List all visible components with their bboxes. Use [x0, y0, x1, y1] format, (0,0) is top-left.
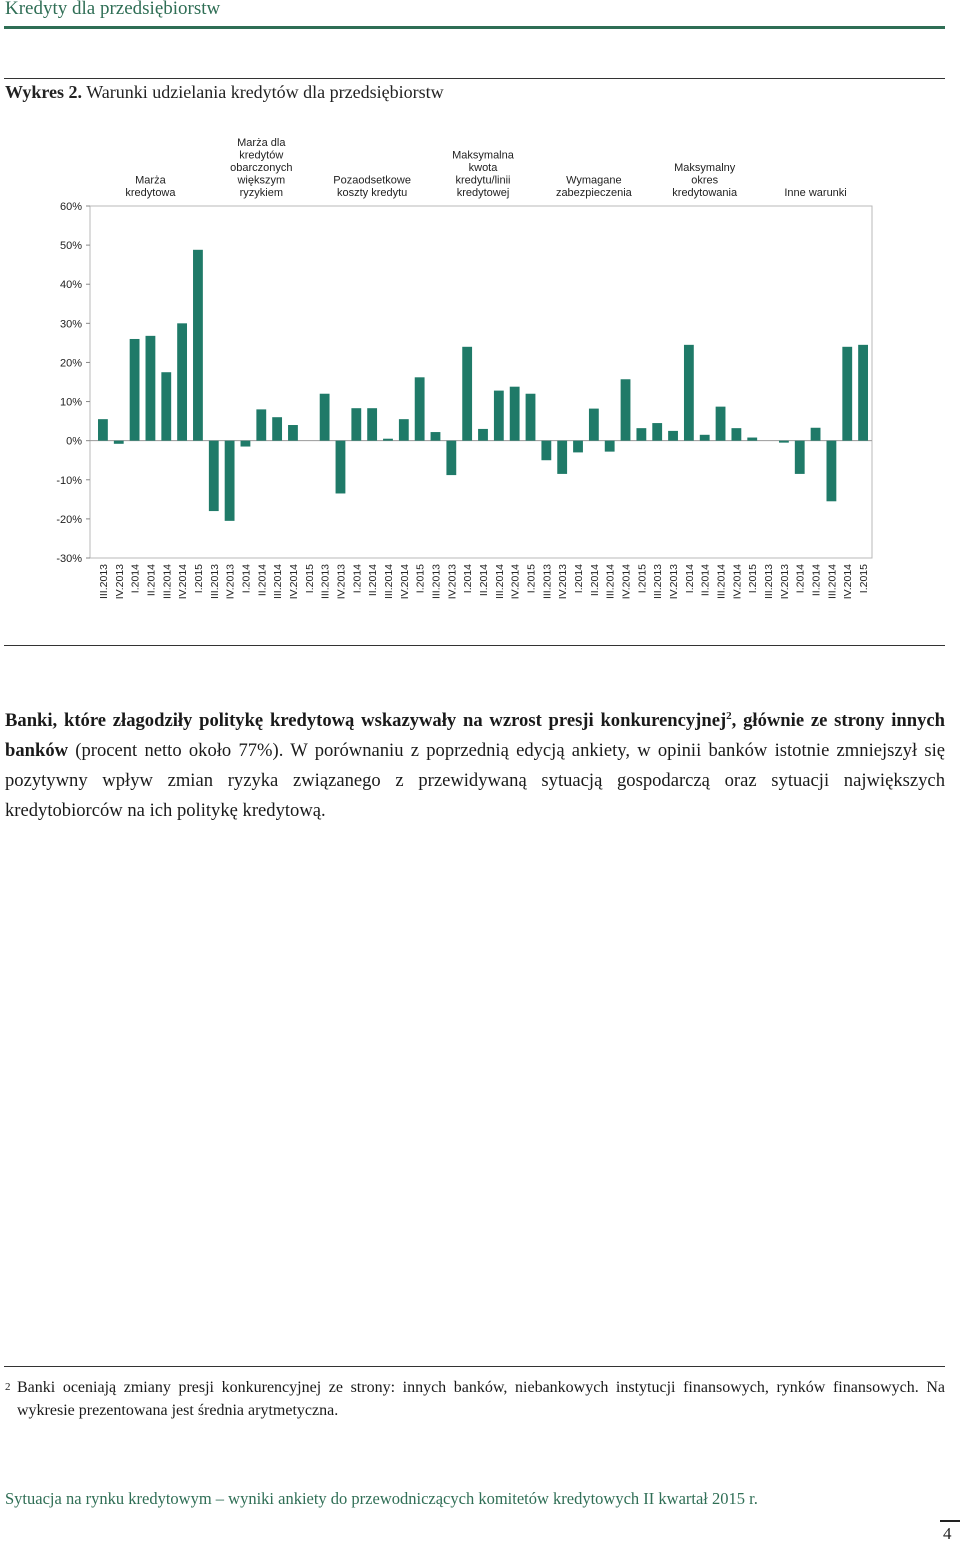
bar — [98, 419, 108, 441]
bar — [351, 408, 361, 440]
bar — [415, 377, 425, 440]
y-tick-label: -10% — [56, 474, 82, 487]
x-axis-labels — [98, 564, 870, 599]
bar — [336, 441, 346, 494]
bar — [146, 336, 156, 441]
x-tick-label: III.2014 — [493, 564, 506, 600]
bar — [383, 439, 393, 441]
group-label-line: Maksymalny — [674, 162, 736, 174]
bar — [256, 409, 266, 440]
x-tick-label: II.2014 — [699, 564, 712, 597]
x-tick-label: IV.2013 — [113, 564, 126, 600]
bar — [605, 441, 615, 452]
bar — [225, 441, 235, 521]
bar — [272, 417, 282, 440]
paragraph-bold-lead: Banki, które złagodziły politykę kredytową wskazywały na wzrost presji konkurencyjnej — [5, 710, 727, 731]
bar — [114, 441, 124, 444]
group-label-line: Marża — [135, 174, 166, 187]
x-tick-label: III.2013 — [763, 564, 776, 600]
x-tick-label: IV.2014 — [509, 564, 522, 600]
footnote-divider — [4, 1366, 945, 1367]
x-tick-label: III.2014 — [272, 564, 285, 600]
plot-frame — [90, 206, 872, 558]
bar — [652, 423, 662, 441]
bar — [526, 394, 536, 441]
bar — [573, 441, 583, 453]
bar — [494, 391, 504, 441]
group-label-line: obarczonych — [230, 162, 293, 174]
x-tick-label: III.2014 — [715, 564, 728, 600]
bar — [241, 441, 251, 447]
bar — [446, 441, 456, 475]
x-tick-label: I.2015 — [192, 564, 205, 594]
x-tick-label: IV.2014 — [620, 564, 633, 600]
x-tick-label: I.2015 — [414, 564, 427, 594]
x-tick-label: I.2014 — [240, 564, 253, 594]
bar — [589, 409, 599, 441]
x-tick-label: IV.2014 — [842, 564, 855, 600]
bar — [842, 347, 852, 441]
y-tick-label: 40% — [59, 279, 82, 292]
x-tick-label: I.2015 — [636, 564, 649, 594]
bar — [700, 435, 710, 441]
footnote-ref[interactable]: 2 — [726, 709, 732, 722]
bar — [431, 432, 441, 441]
group-label-line: kredytowania — [672, 187, 738, 199]
paragraph-bold-tail: , głównie ze strony innych banków — [5, 710, 946, 761]
x-tick-label: III.2013 — [208, 564, 221, 600]
x-tick-label: III.2014 — [604, 564, 617, 600]
header-divider — [4, 26, 945, 29]
figure-bottom-divider — [4, 645, 945, 646]
bar — [177, 323, 187, 440]
group-label-line: kredytu/linii — [455, 174, 511, 187]
bar — [811, 428, 821, 441]
y-tick-label: -30% — [56, 553, 82, 565]
bar — [320, 394, 330, 441]
x-tick-label: I.2015 — [525, 564, 538, 594]
x-tick-label: III.2013 — [97, 564, 110, 600]
x-tick-label: III.2014 — [826, 564, 839, 600]
bar — [731, 428, 741, 441]
y-tick-label: 60% — [59, 201, 82, 213]
bar — [636, 428, 646, 441]
group-labels — [125, 137, 846, 199]
y-tick-label: 50% — [59, 240, 82, 253]
page-number: 4 — [943, 1524, 952, 1543]
x-tick-label: I.2015 — [747, 564, 760, 594]
x-tick-label: II.2014 — [588, 564, 601, 597]
y-tick-label: 10% — [59, 396, 82, 409]
figure-label: Wykres 2. — [5, 82, 83, 102]
x-tick-label: IV.2014 — [287, 564, 300, 600]
bar — [462, 347, 472, 441]
x-tick-label: IV.2013 — [446, 564, 459, 600]
bar — [557, 441, 567, 474]
bar-chart — [40, 128, 880, 610]
bar — [621, 379, 631, 440]
bar — [478, 429, 488, 441]
bars — [98, 250, 868, 521]
x-tick-label: I.2015 — [858, 564, 871, 594]
x-tick-label: I.2014 — [794, 564, 807, 594]
x-tick-label: III.2013 — [652, 564, 665, 600]
x-tick-label: IV.2014 — [731, 564, 744, 600]
group-label-line: Wymagane — [566, 174, 622, 187]
y-tick-label: 0% — [66, 435, 82, 448]
page-header-title: Kredyty dla przedsiębiorstw — [5, 0, 221, 19]
x-tick-label: I.2015 — [303, 564, 316, 594]
bar — [684, 345, 694, 441]
y-tick-label: -20% — [56, 513, 82, 526]
group-label-line: kwota — [468, 162, 498, 174]
x-tick-label: IV.2013 — [335, 564, 348, 600]
x-tick-label: III.2013 — [541, 564, 554, 600]
bar — [668, 431, 678, 441]
x-tick-label: III.2013 — [319, 564, 332, 600]
group-label-line: Maksymalna — [452, 149, 514, 162]
x-tick-label: I.2014 — [462, 564, 475, 594]
group-label-line: kredytowej — [456, 187, 510, 199]
group-label-line: kredytowa — [125, 187, 176, 199]
x-tick-label: IV.2013 — [668, 564, 681, 600]
bar — [399, 419, 409, 441]
x-tick-label: II.2014 — [478, 564, 490, 597]
x-tick-label: II.2014 — [367, 564, 380, 597]
x-tick-label: II.2014 — [256, 564, 269, 597]
group-label-line: okres — [691, 174, 719, 187]
footnote — [5, 1376, 945, 1422]
bar — [858, 345, 868, 441]
group-label-line: ryzykiem — [239, 187, 283, 199]
x-tick-label: I.2014 — [573, 564, 586, 594]
paragraph-body: (procent netto około 77%). W porównaniu z poprzednią edycją ankiety, w opinii banków istotnie zmniejszył się pozytywny wpływ zmian ryzyka związanego z przewidywaną sytuacją gospodarczą oraz sytuacji największych kredytobiorców na ich politykę kredytową. — [5, 740, 945, 821]
x-tick-label: IV.2013 — [224, 564, 237, 600]
bar — [716, 407, 726, 441]
page-footer-text: Sytuacja na rynku kredytowym – wyniki ankiety do przewodniczących komitetów kredytowych II kwartał 2015 r. — [5, 1489, 758, 1508]
bar — [209, 441, 219, 511]
bar — [795, 441, 805, 474]
bar — [193, 250, 203, 441]
x-tick-label: II.2014 — [145, 564, 158, 597]
footnote-text: Banki oceniają zmiany presji konkurencyjnej ze strony: innych banków, niebankowych instytucji finansowych, rynków finansowych. Na wykresie prezentowana jest średnia arytmetyczna. — [17, 1379, 945, 1419]
x-tick-label: III.2014 — [161, 564, 174, 600]
y-tick-label: 20% — [59, 357, 82, 370]
group-label-line: większym — [237, 174, 286, 187]
x-tick-label: II.2014 — [810, 564, 823, 597]
group-label-line: Pozaodsetkowe — [333, 174, 411, 187]
figure-caption — [5, 82, 444, 103]
group-label-line: koszty kredytu — [336, 187, 408, 199]
figure-title: Warunki udzielania kredytów dla przedsiębiorstw — [86, 82, 444, 102]
bar — [130, 339, 140, 441]
x-tick-label: IV.2014 — [398, 564, 411, 600]
x-tick-label: I.2014 — [129, 564, 142, 594]
x-tick-label: I.2014 — [351, 564, 364, 594]
x-tick-label: IV.2014 — [177, 564, 190, 600]
bar — [161, 372, 171, 440]
bar — [747, 438, 757, 441]
bar — [288, 425, 298, 441]
x-tick-label: IV.2013 — [778, 564, 791, 600]
group-label-line: kredytów — [239, 149, 284, 162]
bar — [827, 441, 837, 502]
x-tick-label: III.2014 — [382, 564, 395, 600]
x-tick-label: III.2013 — [430, 564, 443, 600]
bar — [510, 387, 520, 441]
group-label-line: zabezpieczenia — [555, 187, 632, 199]
x-tick-label: I.2014 — [683, 564, 696, 594]
footnote-number: 2 — [5, 1381, 11, 1393]
y-tick-label: 30% — [59, 318, 82, 331]
bar — [541, 441, 551, 461]
body-paragraph — [5, 706, 945, 826]
figure-top-divider — [4, 78, 945, 79]
group-label-line: Inne warunki — [784, 187, 847, 199]
group-label-line: Marża dla — [237, 137, 286, 149]
bar — [779, 441, 789, 443]
x-tick-label: IV.2013 — [557, 564, 570, 600]
bar — [367, 408, 377, 440]
